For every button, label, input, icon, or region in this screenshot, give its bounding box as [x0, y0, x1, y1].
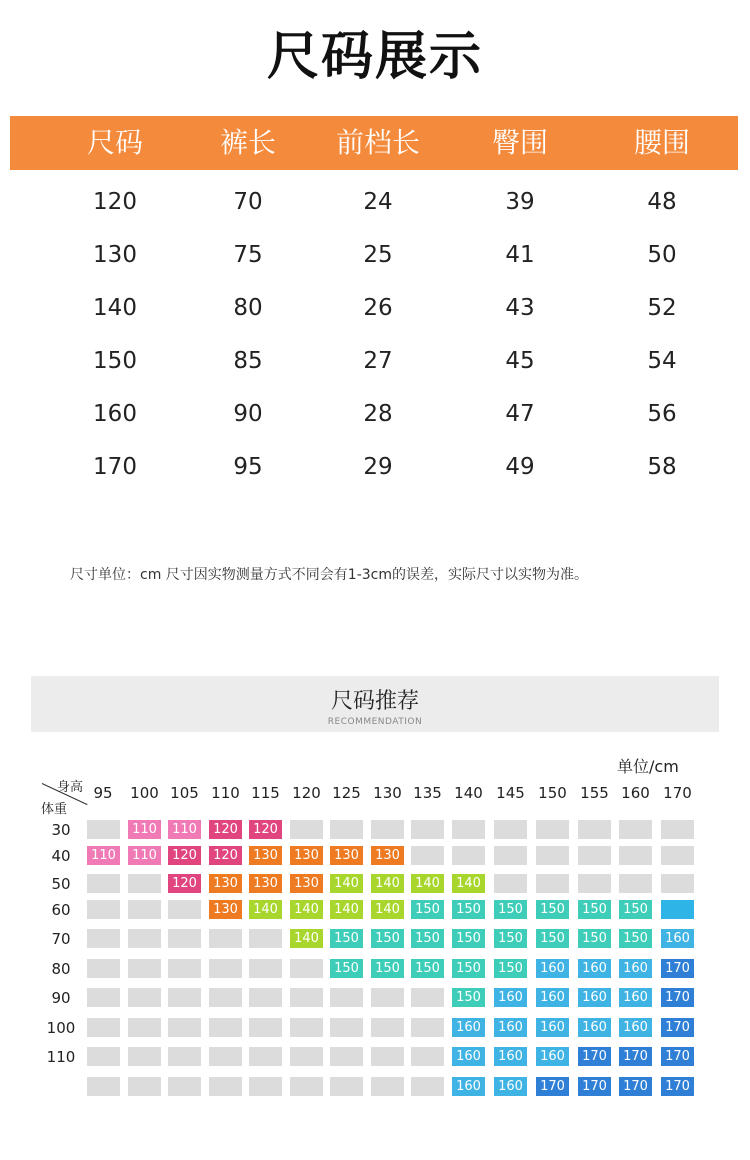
recommended-size-cell: 150 — [452, 959, 485, 978]
height-column-label: 120 — [292, 784, 321, 802]
recommended-size-cell: 160 — [578, 959, 611, 978]
empty-grid-cell — [536, 820, 569, 839]
empty-grid-cell — [661, 846, 694, 865]
size-table-cell: 90 — [233, 401, 263, 427]
recommended-size-cell: 160 — [452, 1077, 485, 1096]
recommended-size-cell: 160 — [536, 959, 569, 978]
empty-grid-cell — [209, 929, 242, 948]
size-table-row — [0, 341, 750, 381]
size-table-cell: 28 — [363, 401, 393, 427]
recommended-size-cell: 160 — [494, 1047, 527, 1066]
recommended-size-cell: 140 — [371, 874, 404, 893]
weight-row-label: 80 — [51, 960, 71, 978]
size-table-cell: 75 — [233, 242, 263, 268]
empty-grid-cell — [330, 1018, 363, 1037]
empty-grid-cell — [168, 1077, 201, 1096]
empty-grid-cell — [290, 820, 323, 839]
empty-grid-cell — [411, 1077, 444, 1096]
size-table-cell: 48 — [647, 189, 677, 215]
empty-grid-cell — [330, 1077, 363, 1096]
height-column-label: 110 — [211, 784, 240, 802]
size-table-cell: 26 — [363, 295, 393, 321]
empty-grid-cell — [128, 929, 161, 948]
recommended-size-cell: 120 — [168, 846, 201, 865]
page-title: 尺码展示 — [266, 27, 483, 87]
recommended-size-cell: 170 — [619, 1047, 652, 1066]
recommended-size-cell: 150 — [411, 929, 444, 948]
empty-grid-cell — [290, 1077, 323, 1096]
recommended-size-cell: 170 — [661, 988, 694, 1007]
recommended-size-cell: 160 — [536, 988, 569, 1007]
size-table-cell: 47 — [505, 401, 535, 427]
size-table-cell: 130 — [93, 242, 137, 268]
height-column-label: 145 — [496, 784, 525, 802]
empty-grid-cell — [249, 959, 282, 978]
empty-grid-cell — [168, 900, 201, 919]
recommended-size-cell: 170 — [578, 1077, 611, 1096]
empty-grid-cell — [168, 988, 201, 1007]
recommended-size-cell: 140 — [290, 929, 323, 948]
empty-grid-cell — [661, 874, 694, 893]
empty-grid-cell — [330, 1047, 363, 1066]
empty-grid-cell — [290, 959, 323, 978]
empty-grid-cell — [411, 846, 444, 865]
recommendation-header — [31, 676, 719, 732]
recommended-size-cell: 160 — [536, 1018, 569, 1037]
recommended-size-cell: 130 — [209, 874, 242, 893]
recommended-size-cell: 140 — [452, 874, 485, 893]
size-table-cell: 150 — [93, 348, 137, 374]
height-column-label: 170 — [663, 784, 692, 802]
recommended-size-cell: 150 — [371, 929, 404, 948]
height-column-label: 155 — [580, 784, 609, 802]
empty-grid-cell — [87, 820, 120, 839]
height-column-label: 160 — [621, 784, 650, 802]
height-column-label: 100 — [130, 784, 159, 802]
recommended-size-cell: 120 — [209, 846, 242, 865]
empty-grid-cell — [371, 988, 404, 1007]
empty-grid-cell — [128, 959, 161, 978]
empty-grid-cell — [249, 988, 282, 1007]
empty-grid-cell — [87, 988, 120, 1007]
empty-grid-cell — [452, 846, 485, 865]
size-table-cell: 170 — [93, 454, 137, 480]
empty-grid-cell — [411, 1018, 444, 1037]
recommended-size-cell: 120 — [249, 820, 282, 839]
size-table-cell: 50 — [647, 242, 677, 268]
recommended-size-cell: 150 — [452, 900, 485, 919]
empty-grid-cell — [578, 874, 611, 893]
size-header-cell: 裤长 — [219, 126, 276, 159]
recommended-size-cell: 120 — [209, 820, 242, 839]
empty-grid-cell — [249, 1077, 282, 1096]
empty-grid-cell — [578, 820, 611, 839]
recommended-size-cell: 160 — [619, 1018, 652, 1037]
empty-grid-cell — [168, 1047, 201, 1066]
height-column-label: 150 — [538, 784, 567, 802]
empty-grid-cell — [168, 929, 201, 948]
recommended-size-cell: 170 — [661, 959, 694, 978]
empty-grid-cell — [128, 900, 161, 919]
size-table-cell: 29 — [363, 454, 393, 480]
empty-grid-cell — [371, 1077, 404, 1096]
recommended-size-cell: 140 — [330, 900, 363, 919]
empty-grid-cell — [578, 846, 611, 865]
recommended-size-cell: 160 — [452, 1047, 485, 1066]
recommended-size-cell: 150 — [411, 900, 444, 919]
empty-grid-cell — [661, 820, 694, 839]
size-table-cell: 160 — [93, 401, 137, 427]
empty-grid-cell — [128, 1077, 161, 1096]
empty-grid-cell — [536, 874, 569, 893]
recommended-size-cell: 170 — [536, 1077, 569, 1096]
recommended-size-cell — [661, 900, 694, 919]
empty-grid-cell — [209, 959, 242, 978]
empty-grid-cell — [371, 820, 404, 839]
recommended-size-cell: 150 — [536, 900, 569, 919]
weight-row-label: 100 — [46, 1019, 76, 1037]
empty-grid-cell — [330, 820, 363, 839]
empty-grid-cell — [494, 846, 527, 865]
weight-row-label: 70 — [51, 930, 71, 948]
size-table-cell: 95 — [233, 454, 263, 480]
empty-grid-cell — [619, 846, 652, 865]
recommended-size-cell: 150 — [578, 929, 611, 948]
empty-grid-cell — [128, 1047, 161, 1066]
size-table-cell: 25 — [363, 242, 393, 268]
recommended-size-cell: 160 — [452, 1018, 485, 1037]
recommended-size-cell: 150 — [578, 900, 611, 919]
empty-grid-cell — [168, 959, 201, 978]
recommended-size-cell: 140 — [371, 900, 404, 919]
empty-grid-cell — [168, 1018, 201, 1037]
empty-grid-cell — [209, 1018, 242, 1037]
recommended-size-cell: 110 — [168, 820, 201, 839]
height-column-label: 140 — [454, 784, 483, 802]
recommended-size-cell: 160 — [619, 959, 652, 978]
size-table-cell: 52 — [647, 295, 677, 321]
size-table-cell: 140 — [93, 295, 137, 321]
recommended-size-cell: 160 — [494, 1077, 527, 1096]
recommended-size-cell: 150 — [371, 959, 404, 978]
recommended-size-cell: 130 — [371, 846, 404, 865]
recommended-size-cell: 150 — [411, 959, 444, 978]
height-column-label: 130 — [373, 784, 402, 802]
empty-grid-cell — [249, 1018, 282, 1037]
empty-grid-cell — [209, 988, 242, 1007]
size-table-cell: 58 — [647, 454, 677, 480]
recommended-size-cell: 150 — [452, 988, 485, 1007]
empty-grid-cell — [290, 1018, 323, 1037]
size-table-cell: 85 — [233, 348, 263, 374]
height-column-label: 95 — [93, 784, 113, 802]
unit-note: 尺寸单位：cm 尺寸因实物测量方式不同会有1-3cm的误差，实际尺寸以实物为准。 — [70, 567, 588, 583]
recommended-size-cell: 170 — [619, 1077, 652, 1096]
recommended-size-cell: 130 — [290, 874, 323, 893]
recommended-size-cell: 140 — [249, 900, 282, 919]
weight-row-label: 30 — [51, 821, 71, 839]
empty-grid-cell — [209, 1047, 242, 1066]
size-table-cell: 54 — [647, 348, 677, 374]
empty-grid-cell — [371, 1018, 404, 1037]
size-table-row — [0, 394, 750, 434]
empty-grid-cell — [87, 1077, 120, 1096]
weight-row-label: 50 — [51, 875, 71, 893]
empty-grid-cell — [330, 988, 363, 1007]
recommended-size-cell: 150 — [619, 900, 652, 919]
size-table-cell: 45 — [505, 348, 535, 374]
recommended-size-cell: 110 — [128, 846, 161, 865]
recommended-size-cell: 160 — [619, 988, 652, 1007]
recommended-size-cell: 140 — [290, 900, 323, 919]
empty-grid-cell — [494, 820, 527, 839]
empty-grid-cell — [411, 820, 444, 839]
empty-grid-cell — [619, 874, 652, 893]
size-table-cell: 120 — [93, 189, 137, 215]
height-column-label: 115 — [251, 784, 280, 802]
empty-grid-cell — [249, 1047, 282, 1066]
recommended-size-cell: 150 — [330, 959, 363, 978]
empty-grid-cell — [87, 900, 120, 919]
size-table-cell: 80 — [233, 295, 263, 321]
empty-grid-cell — [87, 959, 120, 978]
recommended-size-cell: 150 — [452, 929, 485, 948]
recommended-size-cell: 130 — [209, 900, 242, 919]
recommended-size-cell: 170 — [661, 1077, 694, 1096]
recommended-size-cell: 170 — [578, 1047, 611, 1066]
recommendation-title: 尺码推荐 — [330, 689, 419, 714]
height-column-label: 105 — [170, 784, 199, 802]
recommended-size-cell: 130 — [330, 846, 363, 865]
size-header-cell: 尺码 — [86, 126, 143, 159]
height-column-label: 135 — [413, 784, 442, 802]
size-header-cell: 臀围 — [491, 126, 548, 159]
recommended-size-cell: 110 — [128, 820, 161, 839]
size-table-cell: 49 — [505, 454, 535, 480]
empty-grid-cell — [411, 1047, 444, 1066]
weight-row-label: 60 — [51, 901, 71, 919]
empty-grid-cell — [128, 874, 161, 893]
recommended-size-cell: 160 — [578, 1018, 611, 1037]
recommended-size-cell: 130 — [290, 846, 323, 865]
recommended-size-cell: 150 — [619, 929, 652, 948]
recommended-size-cell: 150 — [494, 900, 527, 919]
size-header-cell: 腰围 — [633, 126, 690, 159]
empty-grid-cell — [128, 1018, 161, 1037]
empty-grid-cell — [209, 1077, 242, 1096]
empty-grid-cell — [128, 988, 161, 1007]
recommended-size-cell: 150 — [536, 929, 569, 948]
empty-grid-cell — [411, 988, 444, 1007]
size-table-cell: 56 — [647, 401, 677, 427]
recommended-size-cell: 120 — [168, 874, 201, 893]
size-table-row — [0, 182, 750, 222]
empty-grid-cell — [87, 929, 120, 948]
recommended-size-cell: 160 — [494, 988, 527, 1007]
empty-grid-cell — [290, 1047, 323, 1066]
recommended-size-cell: 130 — [249, 874, 282, 893]
recommended-size-cell: 170 — [661, 1047, 694, 1066]
recommended-size-cell: 110 — [87, 846, 120, 865]
empty-grid-cell — [87, 1018, 120, 1037]
empty-grid-cell — [536, 846, 569, 865]
empty-grid-cell — [494, 874, 527, 893]
empty-grid-cell — [452, 820, 485, 839]
corner-weight-label: 体重 — [41, 802, 68, 817]
size-table-cell: 27 — [363, 348, 393, 374]
height-column-label: 125 — [332, 784, 361, 802]
weight-row-label: 110 — [46, 1048, 76, 1066]
recommended-size-cell: 140 — [330, 874, 363, 893]
size-header-cell: 前档长 — [335, 126, 420, 159]
unit-label: 单位/cm — [617, 757, 679, 776]
empty-grid-cell — [371, 1047, 404, 1066]
empty-grid-cell — [87, 1047, 120, 1066]
empty-grid-cell — [619, 820, 652, 839]
corner-height-label: 身高 — [57, 780, 84, 795]
recommendation-subtitle: RECOMMENDATION — [327, 717, 423, 727]
size-table-header — [10, 116, 738, 170]
recommended-size-cell: 140 — [411, 874, 444, 893]
size-table-cell: 39 — [505, 189, 535, 215]
recommended-size-cell: 160 — [661, 929, 694, 948]
empty-grid-cell — [249, 929, 282, 948]
size-table-cell: 43 — [505, 295, 535, 321]
recommended-size-cell: 170 — [661, 1018, 694, 1037]
recommended-size-cell: 130 — [249, 846, 282, 865]
weight-row-label: 90 — [51, 989, 71, 1007]
recommended-size-cell: 150 — [330, 929, 363, 948]
recommended-size-cell: 150 — [494, 929, 527, 948]
size-table-cell: 41 — [505, 242, 535, 268]
empty-grid-cell — [290, 988, 323, 1007]
weight-row-label: 40 — [51, 847, 71, 865]
size-table-cell: 24 — [363, 189, 393, 215]
recommended-size-cell: 160 — [494, 1018, 527, 1037]
empty-grid-cell — [87, 874, 120, 893]
size-table-row — [0, 447, 750, 487]
recommended-size-cell: 150 — [494, 959, 527, 978]
size-table-cell: 70 — [233, 189, 263, 215]
size-table-row — [0, 235, 750, 275]
recommended-size-cell: 160 — [578, 988, 611, 1007]
weight-row-label — [36, 1077, 86, 1097]
recommended-size-cell: 160 — [536, 1047, 569, 1066]
size-table-row — [0, 288, 750, 328]
